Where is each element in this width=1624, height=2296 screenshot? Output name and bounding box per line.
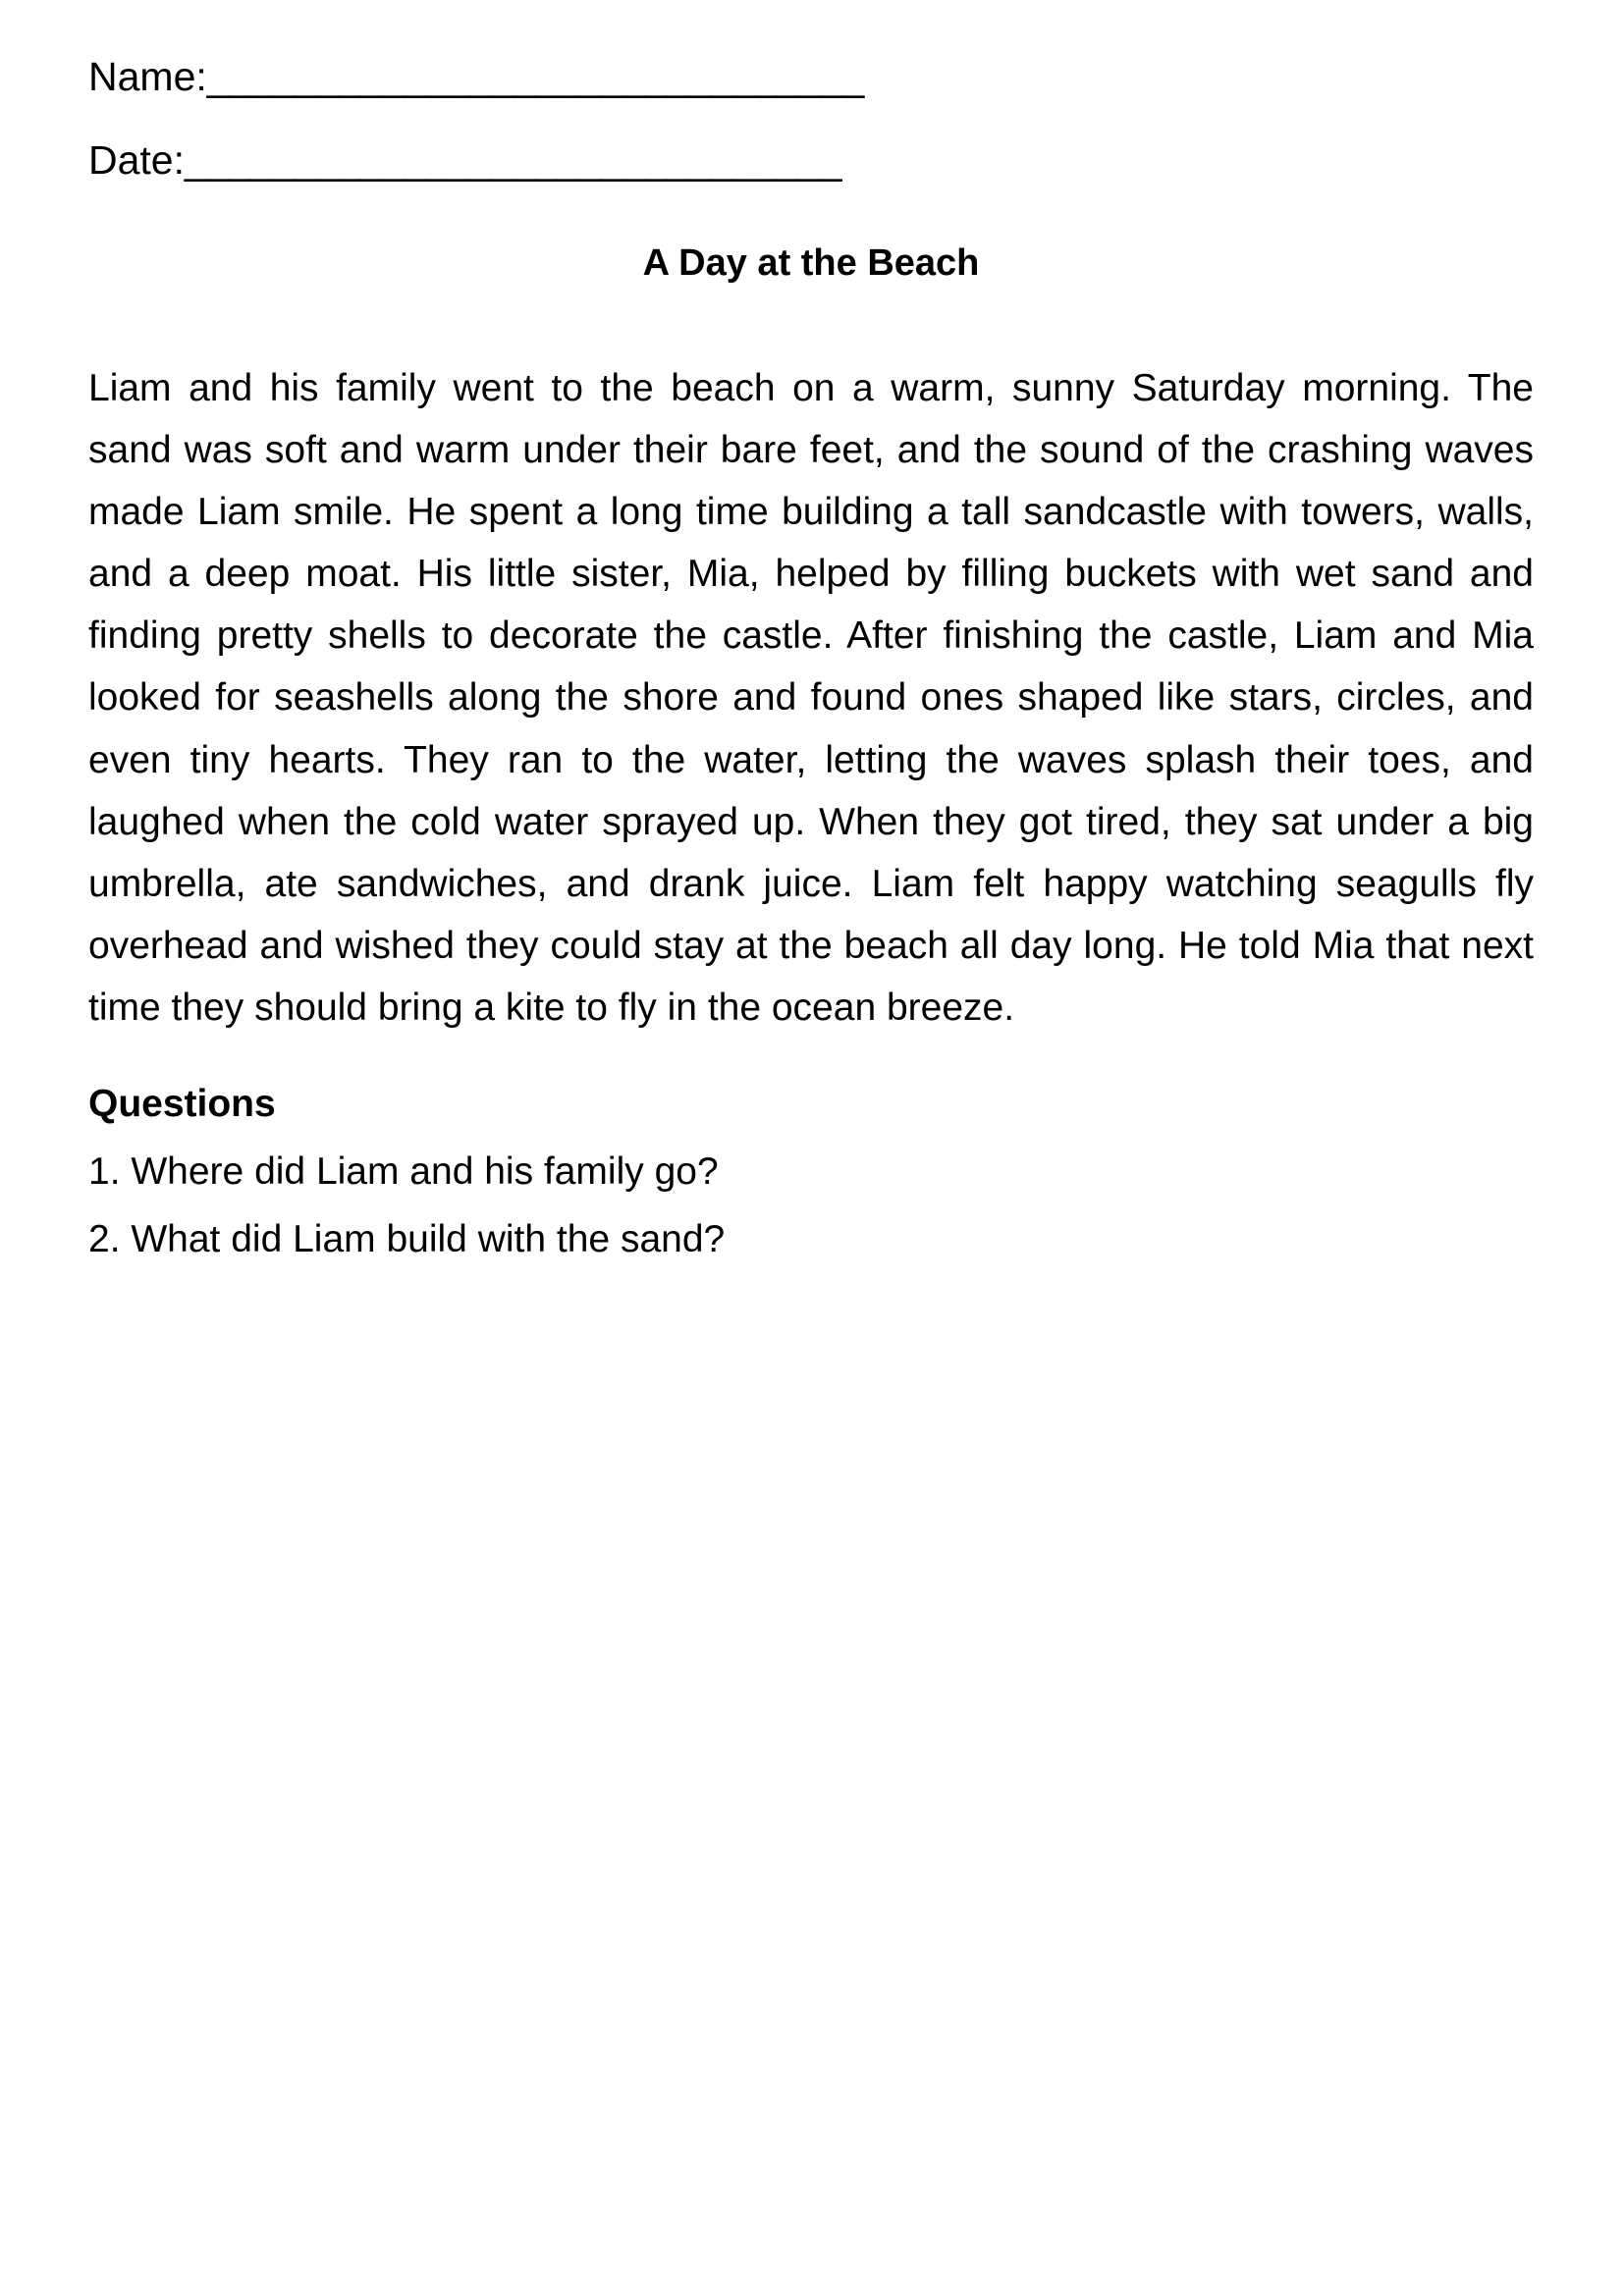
page-title: A Day at the Beach bbox=[642, 242, 980, 284]
name-label: Name: bbox=[88, 54, 207, 99]
name-blank-line[interactable]: ______________________________ bbox=[206, 54, 864, 99]
questions-heading: Questions bbox=[88, 1083, 276, 1126]
question-item-1: 1. Where did Liam and his family go? bbox=[88, 1150, 719, 1194]
reading-passage: Liam and his family went to the beach on a warm, sunny Saturday morning. The sand was soft and warm under their bare feet, and the sound of the crashing waves made Liam smile. He spent a long time building a tall sandcastle with towers, walls, and a deep moat. His little sister, Mia, helped by filling buckets with wet sand and finding pretty shells to decorate the castle. After finishing the castle, Liam and Mia looked for seashells along the shore and found ones shaped like stars, circles, and even tiny hearts. They ran to the water, letting the waves splash their toes, and laughed when the cold water sprayed up. When they got tired, they sat under a big umbrella, ate sandwiches, and drank juice. Liam felt happy watching seagulls fly overhead and wished they could stay at the beach all day long. He told Mia that next time they should bring a kite to fly in the ocean breeze. bbox=[88, 366, 1534, 1030]
question-item-2: 2. What did Liam build with the sand? bbox=[88, 1217, 726, 1260]
worksheet-content bbox=[88, 0, 1534, 1265]
date-label: Date: bbox=[88, 137, 185, 183]
date-blank-line[interactable]: ______________________________ bbox=[185, 137, 842, 183]
date-field-row bbox=[88, 137, 1534, 183]
name-field-row bbox=[88, 54, 1534, 99]
